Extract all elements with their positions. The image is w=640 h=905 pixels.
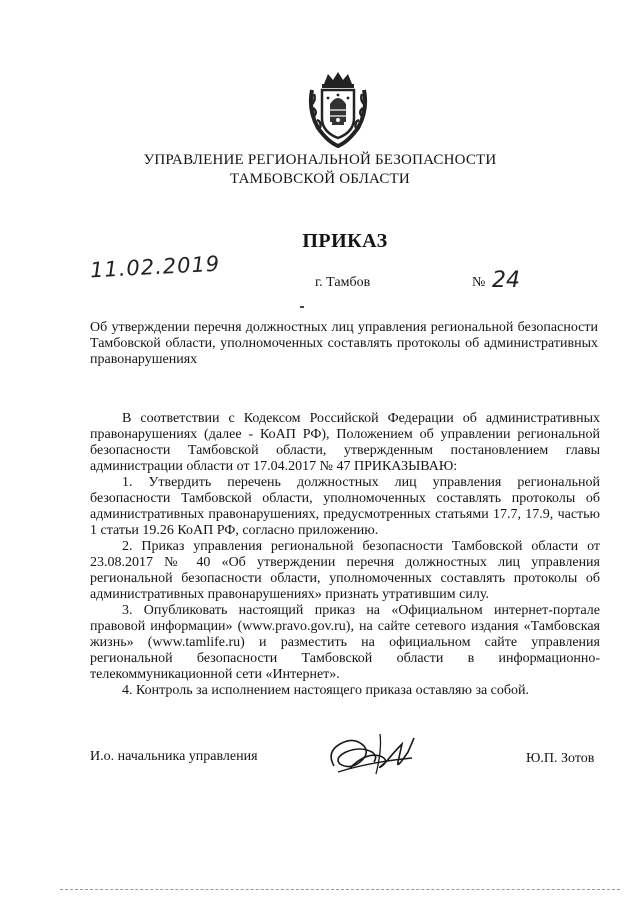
- item-4-paragraph: 4. Контроль за исполнением настоящего приказа оставляю за собой.: [122, 683, 530, 698]
- item-2-paragraph: 2. Приказ управления региональной безопасности Тамбовской области от 23.08.2017 № 40 «Об утверждении перечня должностных лиц управления региональной безопасности области, уполномоченных составлять протоколы об административных правонарушениях» признать утратившим силу.: [90, 539, 600, 602]
- order-body: [90, 411, 600, 699]
- order-date: 11.02.2019: [89, 251, 221, 283]
- order-number-label: №: [472, 275, 486, 290]
- item-1-paragraph: 1. Утвердить перечень должностных лиц управления региональной безопасности Тамбовской области, уполномоченных составлять протоколы об административных правонарушениях, предусмотренных статьями 17.7, 17.9, частью 1 статьи 19.26 КоАП РФ, согласно приложению.: [90, 475, 600, 538]
- order-city: г. Тамбов: [315, 275, 371, 290]
- order-subject: [90, 320, 598, 368]
- subject-text: Об утверждении перечня должностных лиц управления региональной безопасности Тамбовской области, уполномоченных составлять протоколы об административных правонарушениях: [90, 320, 598, 367]
- document-title: ПРИКАЗ: [302, 230, 388, 252]
- preamble-paragraph: В соответствии с Кодексом Российской Федерации об административных правонарушениях (далее - КоАП РФ), Положением об управлении региональной безопасности Тамбовской области, утвержденным постановлением главы администрации области от 17.04.2017 № 47 ПРИКАЗЫВАЮ:: [90, 411, 600, 474]
- page-edge-divider: [60, 889, 620, 890]
- coat-of-arms-emblem: [302, 70, 374, 148]
- item-3-paragraph: 3. Опубликовать настоящий приказ на «Официальном интернет-портале правовой информации» (www.pravo.gov.ru), на сайте сетевого издания «Тамбовская жизнь» (www.tamlife.ru) и разместить на официальном сайте управления региональной безопасности Тамбовской области в информационно-телекоммуникационной сети «Интернет».: [90, 603, 600, 682]
- org-name-line-1: УПРАВЛЕНИЕ РЕГИОНАЛЬНОЙ БЕЗОПАСНОСТИ: [143, 152, 497, 168]
- order-number: 24: [492, 268, 520, 293]
- org-name-line-2: ТАМБОВСКОЙ ОБЛАСТИ: [230, 171, 410, 187]
- signatory-name: Ю.П. Зотов: [526, 751, 595, 766]
- signature-icon: [320, 722, 420, 786]
- mark: [300, 306, 304, 308]
- signatory-role: И.о. начальника управления: [90, 749, 258, 764]
